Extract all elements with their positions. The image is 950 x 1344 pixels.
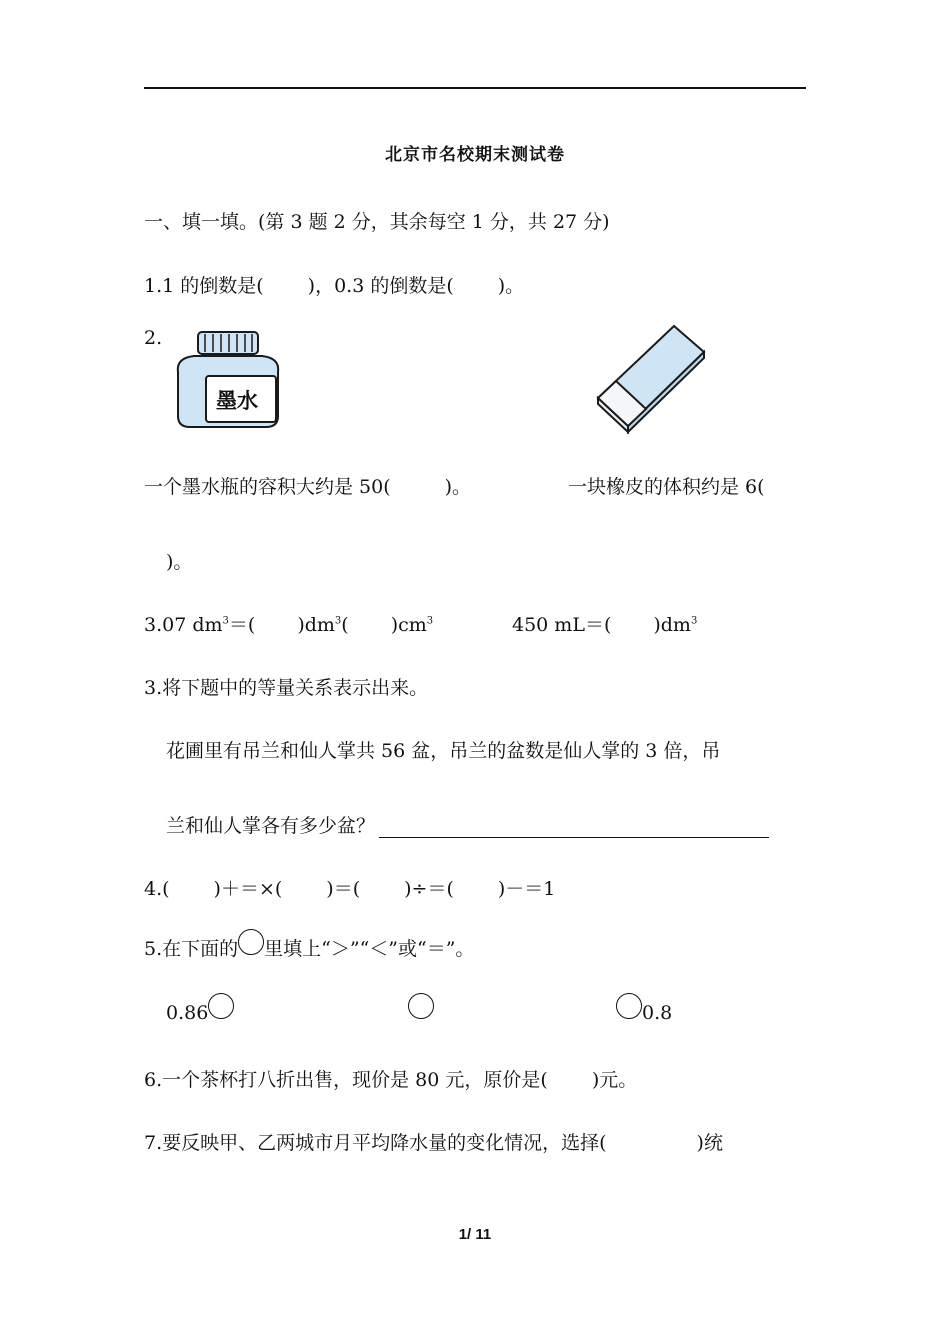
- question-3-line1: 花圃里有吊兰和仙人掌共 56 盆，吊兰的盆数是仙人掌的 3 倍，吊: [166, 740, 721, 762]
- question-3-line2-text: 兰和仙人掌各有多少盆？: [166, 815, 376, 837]
- q7-text-b: )统: [696, 1132, 723, 1154]
- compare-item-3-right: 0.8: [642, 1002, 673, 1024]
- question-2-sentence-a: [144, 475, 471, 499]
- answer-line[interactable]: [379, 817, 769, 838]
- compare-circle-1[interactable]: [208, 993, 234, 1019]
- ink-bottle-label: 墨水: [216, 389, 258, 413]
- eraser-illustration: [592, 322, 710, 434]
- page-number: 1/ 11: [458, 1226, 492, 1243]
- q5-heading-a: 5.在下面的: [144, 938, 239, 960]
- units-a-sup1: 3: [222, 615, 229, 627]
- section-heading: 一、填一填。(第 3 题 2 分，其余每空 1 分，共 27 分): [144, 211, 610, 233]
- ink-sentence: 一个墨水瓶的容积大约是 50(: [144, 476, 391, 498]
- compare-circle-2[interactable]: [408, 993, 434, 1019]
- question-4: [144, 877, 555, 901]
- ink-sentence-end: )。: [444, 476, 472, 498]
- compare-item-3: [616, 1001, 672, 1027]
- units-b-part2: )dm: [653, 614, 691, 636]
- q6-text-b: )元。: [591, 1069, 638, 1091]
- units-a-part2: ＝(: [228, 614, 256, 636]
- compare-item-1: [166, 1001, 234, 1027]
- question-3-line2: [166, 814, 769, 838]
- top-rule: [144, 87, 806, 89]
- units-a-part1: 3.07 dm: [144, 614, 223, 636]
- question-2-sentence-b: 一块橡皮的体积约是 6(: [568, 476, 765, 498]
- q1-text-c: )。: [497, 275, 525, 297]
- ink-bottle-illustration: [172, 330, 284, 430]
- q7-text-a: 7.要反映甲、乙两城市月平均降水量的变化情况，选择(: [144, 1132, 607, 1154]
- q4-part4: )÷＝(: [404, 878, 454, 900]
- compare-item-1-left: 0.86: [166, 1002, 209, 1024]
- q4-part1: 4.(: [144, 878, 170, 900]
- question-units-b: [512, 613, 697, 637]
- question-2-number: 2.: [144, 327, 163, 349]
- units-b-part1: 450 mL＝(: [512, 614, 612, 636]
- q6-text-a: 6.一个茶杯打八折出售，现价是 80 元，原价是(: [144, 1069, 548, 1091]
- question-7: [144, 1131, 723, 1155]
- circle-icon: [238, 929, 264, 955]
- units-a-sup2: 3: [334, 615, 342, 627]
- q5-heading-b: 里填上“＞”“＜”或“＝”。: [264, 938, 475, 960]
- q4-part2: )＋＝×(: [213, 878, 283, 900]
- units-a-sup3: 3: [426, 615, 434, 627]
- units-a-part5: )cm: [390, 614, 427, 636]
- q1-text-a: 1.1 的倒数是(: [144, 275, 264, 297]
- units-a-part4: (: [341, 614, 349, 636]
- q4-part3: )＝(: [326, 878, 361, 900]
- compare-circle-3[interactable]: [616, 993, 642, 1019]
- question-2-sentence-b-end: )。: [166, 551, 193, 573]
- units-b-sup: 3: [690, 615, 698, 627]
- q1-text-b: )，0.3 的倒数是(: [307, 275, 454, 297]
- question-units-a: [144, 613, 433, 637]
- q4-part5: )－＝1: [497, 878, 556, 900]
- question-6: [144, 1068, 637, 1092]
- question-5-heading: [144, 937, 474, 963]
- page-title: 北京市名校期末测试卷: [385, 145, 565, 165]
- units-a-part3: )dm: [297, 614, 335, 636]
- compare-item-2: [408, 1001, 434, 1027]
- question-1: [144, 274, 524, 298]
- question-3-heading: 3.将下题中的等量关系表示出来。: [144, 677, 429, 699]
